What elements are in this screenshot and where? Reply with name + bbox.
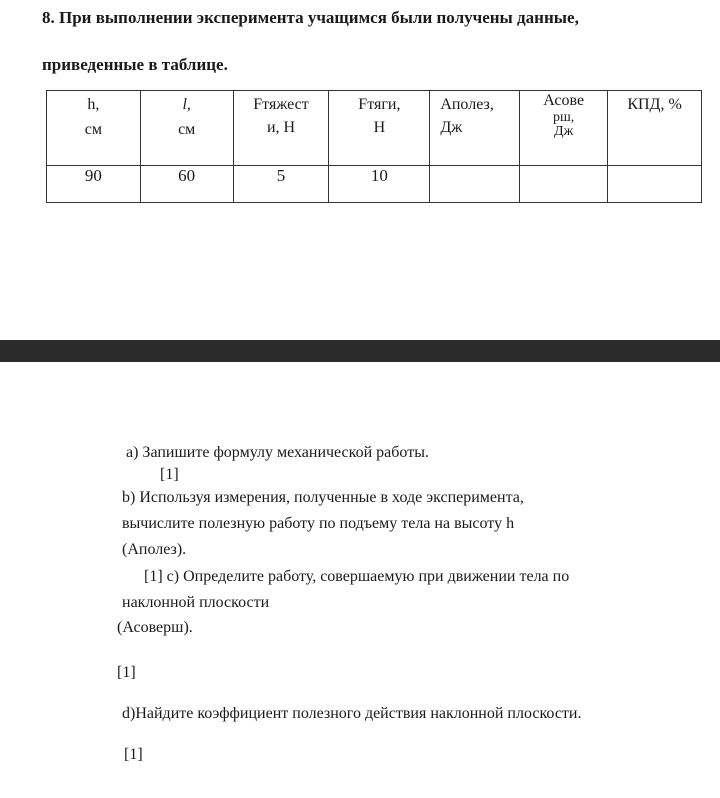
question-b-line3: (Аполез). <box>122 541 187 558</box>
value-cell-a-total <box>520 166 608 203</box>
task-heading-line2: приведенные в таблице. <box>42 55 228 74</box>
question-c-line2: наклонной плоскости <box>122 594 270 611</box>
question-d-text: d)Найдите коэффициент полезного действия наклонной плоскости. <box>122 705 582 722</box>
question-c-mark: [1] <box>117 664 136 681</box>
value-cell-l: 60 <box>140 166 233 203</box>
question-d-mark: [1] <box>124 746 143 763</box>
value-cell-f-pull: 10 <box>329 166 430 203</box>
question-c-line3: (Асоверш). <box>117 619 193 636</box>
task-heading-line1: 8. При выполнении эксперимента учащимся были получены данные, <box>42 8 579 27</box>
question-c-line1: [1] c) Определите работу, совершаемую при движении тела по <box>144 568 570 585</box>
header-cell-f-pull: Fтяги, Н <box>329 91 430 166</box>
header-cell-f-gravity: Fтяжест и, Н <box>233 91 329 166</box>
question-b-line2: вычислите полезную работу по подъему тела на высоту h <box>122 515 515 532</box>
question-a-text: a) Запишите формулу механической работы. <box>126 444 429 461</box>
value-cell-efficiency <box>608 166 702 203</box>
header-cell-efficiency: КПД, % <box>608 91 702 166</box>
dark-divider-band <box>0 340 720 362</box>
header-cell-h: h, см <box>47 91 141 166</box>
question-a-mark: [1] <box>160 466 179 483</box>
value-cell-h: 90 <box>47 166 141 203</box>
question-b-line1: b) Используя измерения, полученные в ходе эксперимента, <box>122 489 524 506</box>
header-cell-a-useful: Аполез, Дж <box>430 91 520 166</box>
value-cell-f-gravity: 5 <box>233 166 329 203</box>
value-cell-a-useful <box>430 166 520 203</box>
table-header-row <box>47 91 702 166</box>
experiment-data-table <box>46 90 702 203</box>
header-cell-l: l, см <box>140 91 233 166</box>
table-row <box>47 166 702 203</box>
header-cell-a-total: Асове рш, Дж <box>520 91 608 166</box>
